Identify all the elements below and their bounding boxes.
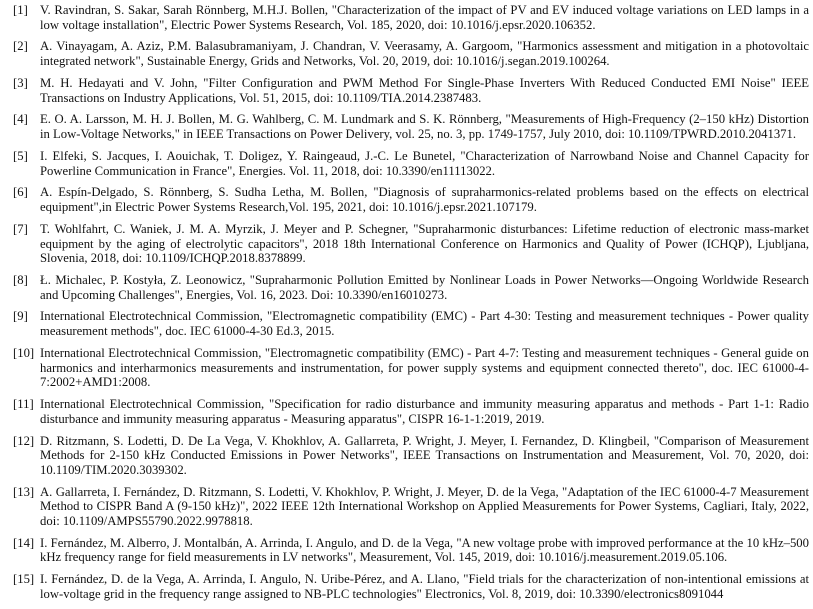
- reference-item: [13, 536, 809, 565]
- reference-item: [13, 76, 809, 105]
- reference-text: D. Ritzmann, S. Lodetti, D. De La Vega, V. Khokhlov, A. Gallarreta, P. Wright, J. Meyer, I. Fernandez, D. Klingbeil, "Comparison of Measurement Methods for 2-150 kHz Conducted Emissions in Power Networks", IEEE Transactions on Instrumentation and Measurement, Vol. 70, 2020, doi: 10.1109/TIM.2020.3039302.: [40, 433, 809, 477]
- reference-text: A. Gallarreta, I. Fernández, D. Ritzmann, S. Lodetti, V. Khokhlov, P. Wright, J. Meyer, D. de la Vega, "Adaptation of the IEC 61000-4-7 Measurement Method to CISPR Band A (9-150 kHz)", 2022 IEEE 12th International Workshop on Applied Measurements for Power Systems, Cagliari, Italy, 2022, doi: 10.1109/AMPS55790.2022.9978818.: [40, 484, 809, 528]
- reference-item: [13, 572, 809, 601]
- reference-number: [8]: [13, 272, 28, 287]
- reference-text: International Electrotechnical Commission, "Electromagnetic compatibility (EMC) - Part 4-7: Testing and measurement techniques - General guide on harmonics and interharmonics measurements and instrumentation, for power supply systems and equipment connected thereto", doc. IEC 61000-4-7:2002+AMD1:2008.: [40, 345, 809, 390]
- reference-item: [13, 222, 809, 266]
- reference-number: [6]: [13, 185, 28, 200]
- reference-text: T. Wohlfahrt, C. Waniek, J. M. A. Myrzik, J. Meyer and P. Schegner, "Supraharmonic disturbances: Lifetime reduction of electronic mass-market equipment by the aging of electrolytic capacitors", 2018 18th International Conference on Harmonics and Quality of Power (ICHQP), Ljubljana, Slovenia, 2018, doi: 10.1109/ICHQP.2018.8378899.: [40, 221, 809, 266]
- reference-list: [13, 3, 809, 609]
- reference-item: [13, 185, 809, 214]
- reference-number: [2]: [13, 39, 28, 54]
- reference-number: [12]: [13, 433, 35, 448]
- reference-text: I. Fernández, D. de la Vega, A. Arrinda, I. Angulo, N. Uribe-Pérez, and A. Llano, "Field trials for the characterization of non-intentional emissions at low-voltage grid in the frequency range assigned to NB-PLC technologies" Electronics, Vol. 8, 2019, doi: 10.3390/electronics8091044: [40, 572, 809, 601]
- reference-text: International Electrotechnical Commission, "Specification for radio disturbance and immunity measuring apparatus and methods - Part 1-1: Radio disturbance and immunity measuring apparatus - Measuring apparatus", CISPR 16-1-1:2019, 2019.: [40, 397, 809, 426]
- reference-text: V. Ravindran, S. Sakar, Sarah Rönnberg, M.H.J. Bollen, "Characterization of the impact of PV and EV induced voltage variations on LED lamps in a low voltage installation", Electric Power Systems Research, Vol. 185, 2020, doi: 10.1016/j.epsr.2020.106352.: [40, 3, 809, 32]
- reference-item: [13, 149, 809, 178]
- reference-item: [13, 3, 809, 32]
- reference-text: I. Elfeki, S. Jacques, I. Aouichak, T. Doligez, Y. Raingeaud, J.-C. Le Bunetel, "Characterization of Narrowband Noise and Channel Capacity for Powerline Communication in France", Energies. Vol. 11, 2018, doi: 10.3390/en11113022.: [40, 148, 809, 178]
- reference-item: [13, 273, 809, 302]
- reference-item: [13, 112, 809, 141]
- reference-item: [13, 397, 809, 426]
- reference-text: Ł. Michalec, P. Kostyła, Z. Leonowicz, "Supraharmonic Pollution Emitted by Nonlinear Loads in Power Networks—Ongoing Worldwide Research and Upcoming Challenges", Energies, Vol. 16, 2023. Doi: 10.3390/en16010273.: [40, 272, 809, 302]
- reference-item: [13, 346, 809, 390]
- reference-number: [9]: [13, 309, 28, 324]
- reference-number: [7]: [13, 221, 28, 236]
- reference-number: [1]: [13, 3, 28, 17]
- reference-text: I. Fernández, M. Alberro, J. Montalbán, A. Arrinda, I. Angulo, and D. de la Vega, "A new voltage probe with improved performance at the 10 kHz–500 kHz frequency range for field measurements in LV networks", Measurement, Vol. 145, 2019, doi: 10.1016/j.measurement.2019.05.106.: [40, 535, 809, 565]
- reference-number: [13]: [13, 484, 35, 499]
- reference-text: A. Vinayagam, A. Aziz, P.M. Balasubramaniyam, J. Chandran, V. Veerasamy, A. Gargoom, "Harmonics assessment and mitigation in a photovoltaic integrated network", Sustainable Energy, Grids and Networks, Vol. 20, 2019, doi: 10.1016/j.segan.2019.100264.: [40, 39, 809, 69]
- reference-item: [13, 39, 809, 68]
- reference-number: [5]: [13, 148, 28, 163]
- reference-number: [15]: [13, 572, 35, 587]
- reference-item: [13, 485, 809, 529]
- reference-text: M. H. Hedayati and V. John, "Filter Configuration and PWM Method For Single-Phase Inverters With Reduced Conducted EMI Noise" IEEE Transactions on Industry Applications, Vol. 51, 2015, doi: 10.1109/TIA.2014.2387483.: [40, 75, 809, 105]
- reference-number: [4]: [13, 112, 28, 127]
- reference-number: [14]: [13, 535, 35, 550]
- reference-text: International Electrotechnical Commission, "Electromagnetic compatibility (EMC) - Part 4-30: Testing and measurement techniques - Power quality measurement methods", doc. IEC 61000-4-30 Ed.3, 2015.: [40, 309, 809, 339]
- reference-number: [3]: [13, 75, 28, 90]
- reference-text: A. Espín-Delgado, S. Rönnberg, S. Sudha Letha, M. Bollen, "Diagnosis of supraharmonics-related problems based on the effects on electrical equipment",in Electric Power Systems Research,Vol. 195, 2021, doi: 10.1016/j.epsr.2021.107179.: [40, 185, 809, 215]
- reference-number: [11]: [13, 397, 34, 412]
- reference-text: E. O. A. Larsson, M. H. J. Bollen, M. G. Wahlberg, C. M. Lundmark and S. K. Rönnberg, "Measurements of High-Frequency (2–150 kHz) Distortion in Low-Voltage Networks," in IEEE Transactions on Power Delivery, vol. 25, no. 3, pp. 1749-1757, July 2010, doi: 10.1109/TPWRD.2010.2041371.: [40, 112, 809, 142]
- reference-item: [13, 309, 809, 338]
- reference-number: [10]: [13, 345, 35, 360]
- reference-item: [13, 434, 809, 478]
